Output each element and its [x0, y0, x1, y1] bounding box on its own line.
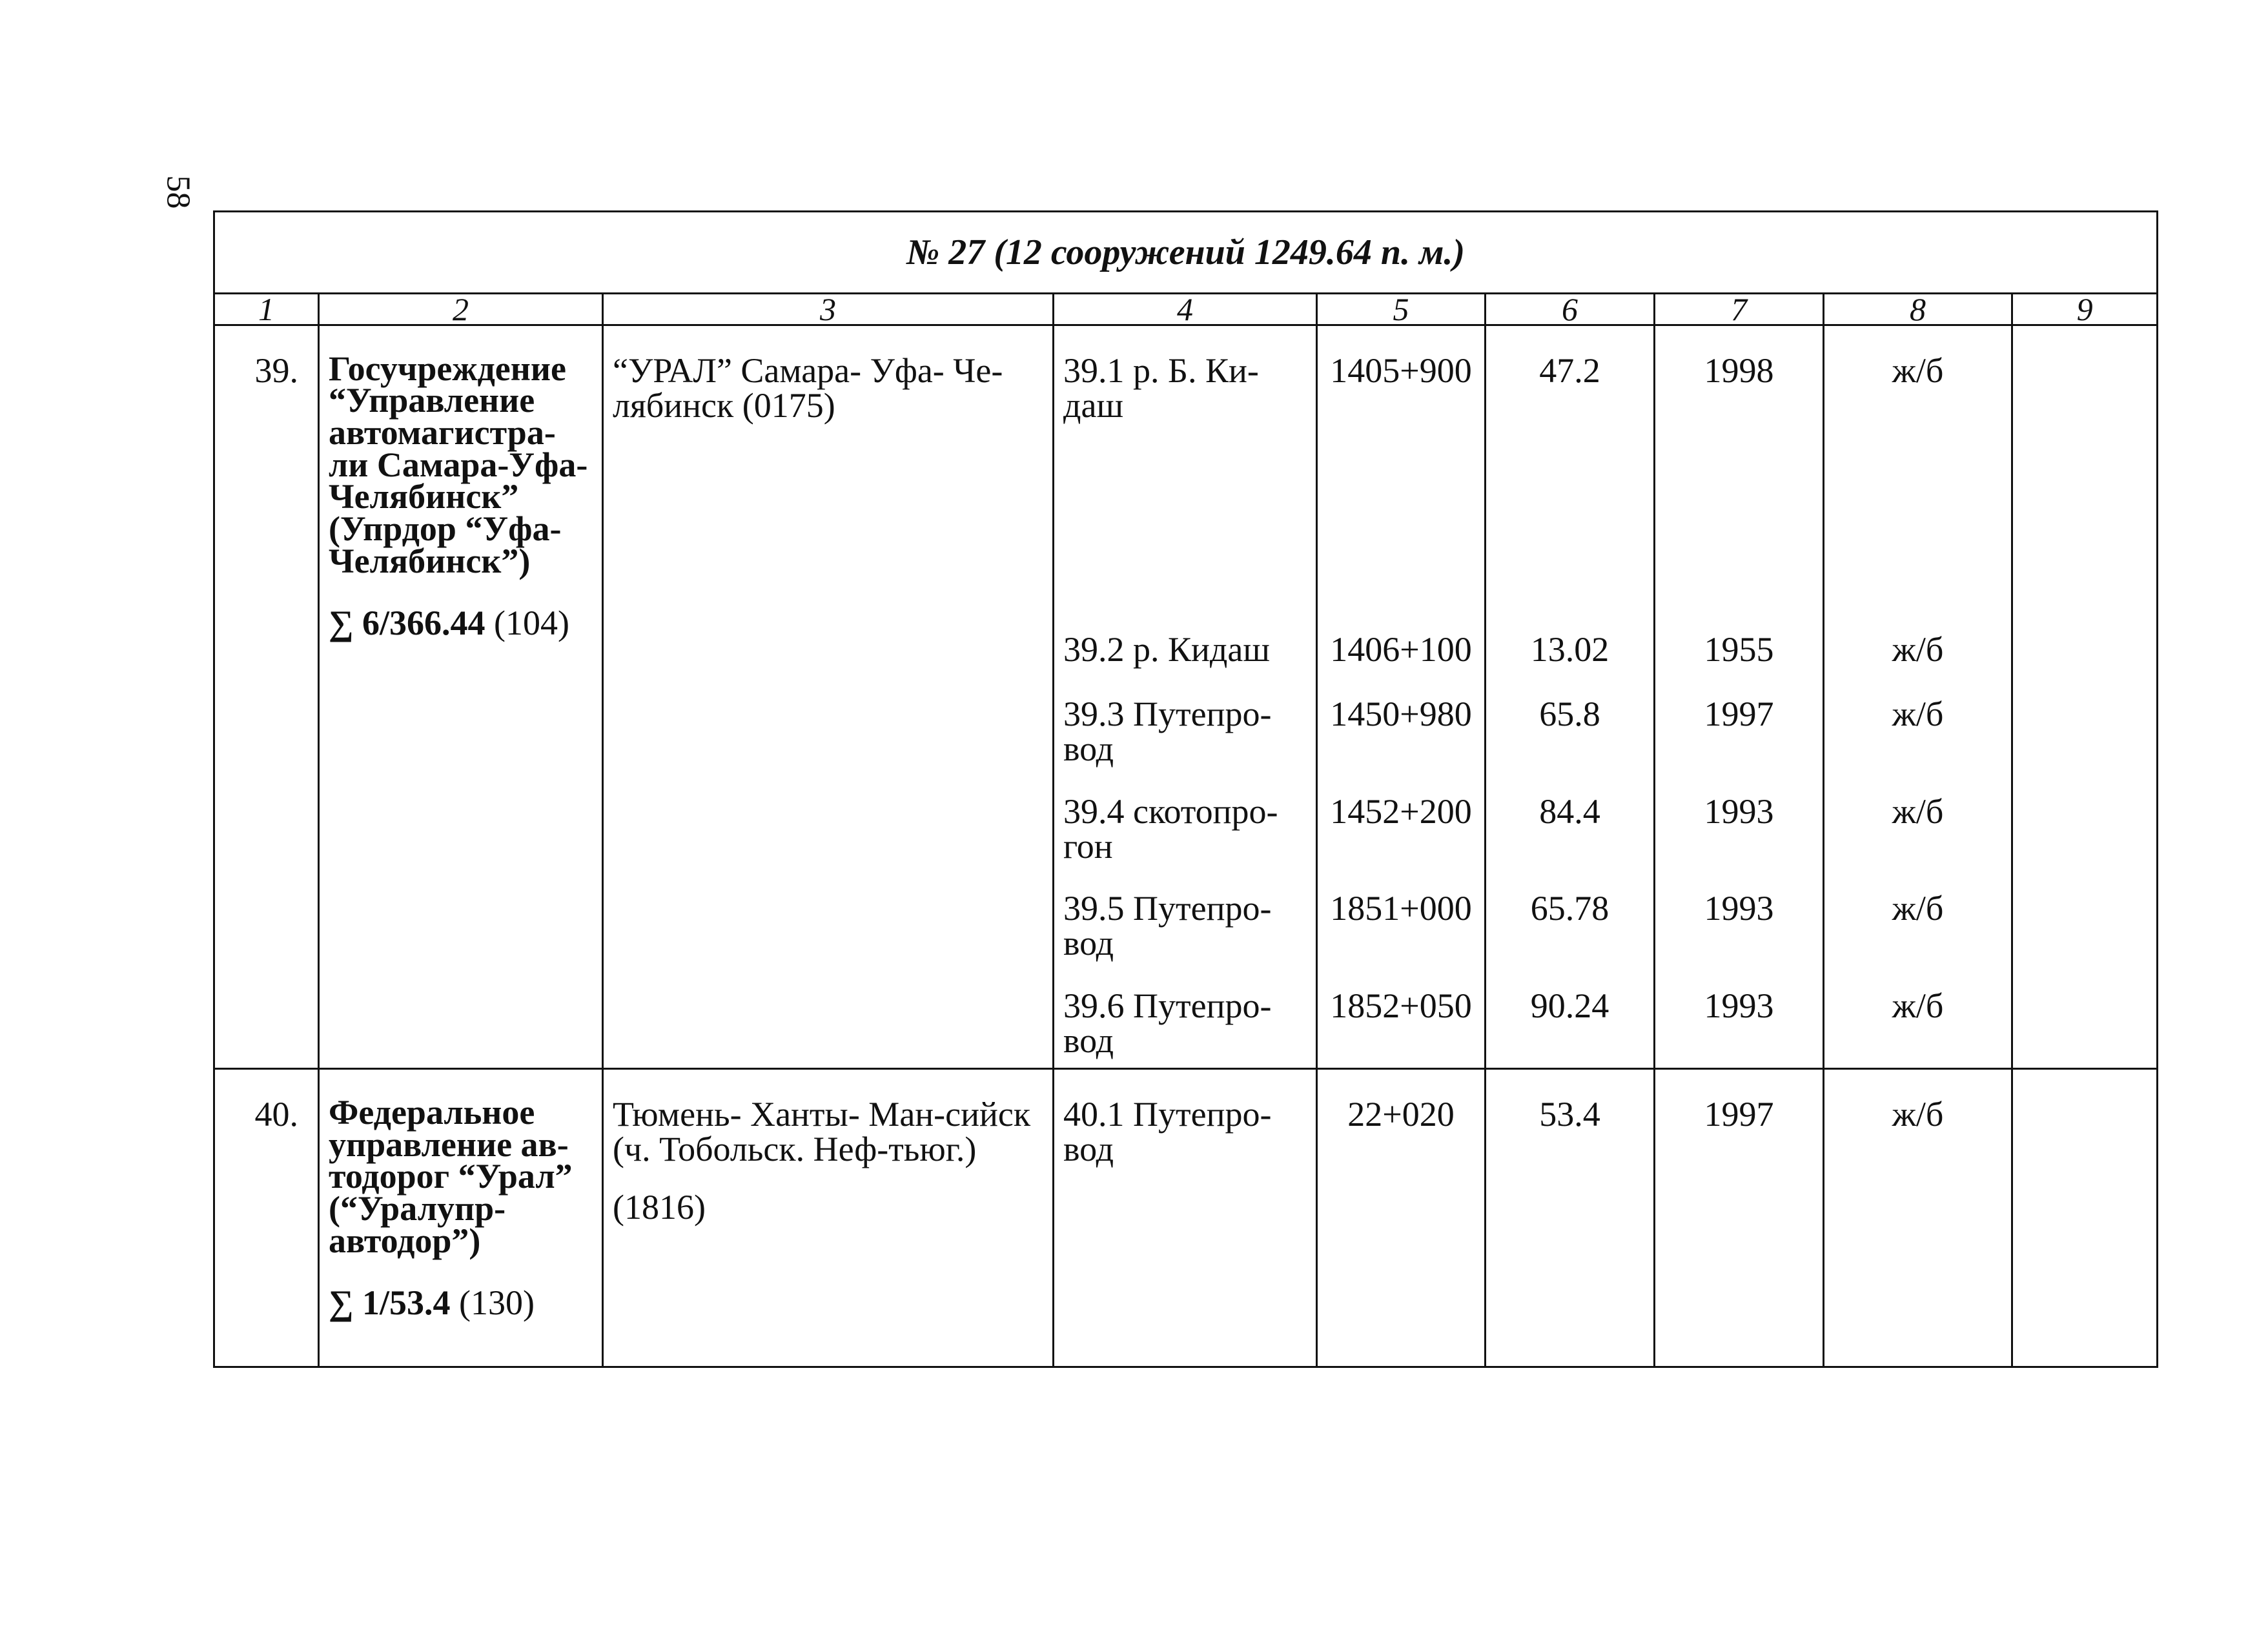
structure-length: 47.2 [1486, 325, 1655, 610]
structure-name: 39.3 Путепро-вод [1054, 675, 1317, 772]
group-number: 39. [214, 325, 319, 1068]
summary-count: (130) [450, 1283, 535, 1323]
structure-length: 53.4 [1486, 1069, 1655, 1367]
structure-year: 1955 [1655, 610, 1824, 675]
structure-length: 84.4 [1486, 772, 1655, 870]
structure-name: 39.2 р. Кидаш [1054, 610, 1317, 675]
structure-length: 65.78 [1486, 869, 1655, 966]
structure-note [2012, 772, 2158, 870]
structure-chainage: 1851+000 [1317, 869, 1486, 966]
structure-note [2012, 675, 2158, 772]
structure-material: ж/б [1824, 869, 2012, 966]
route-name: Тюмень- Ханты- Ман-сийск (ч. Тобольск. Неф-тьюг.) [613, 1095, 1031, 1169]
structure-material: ж/б [1824, 675, 2012, 772]
structure-material: ж/б [1824, 610, 2012, 675]
structure-note [2012, 966, 2158, 1069]
column-number: 7 [1655, 294, 1824, 325]
structure-material: ж/б [1824, 966, 2012, 1069]
structure-chainage: 1852+050 [1317, 966, 1486, 1069]
structure-name: 39.4 скотопро-гон [1054, 772, 1317, 870]
route-code: (1816) [613, 1188, 706, 1227]
route-cell [603, 325, 1054, 1068]
column-number: 9 [2012, 294, 2158, 325]
structure-material: ж/б [1824, 325, 2012, 610]
structure-year: 1998 [1655, 325, 1824, 610]
structure-year: 1997 [1655, 1069, 1824, 1367]
group-number: 40. [214, 1069, 319, 1367]
column-number-row [214, 294, 2158, 325]
organization-cell [319, 1069, 603, 1367]
structure-material: ж/б [1824, 1069, 2012, 1367]
table-row [214, 1069, 2158, 1367]
column-number: 3 [603, 294, 1054, 325]
structure-name: 39.6 Путепро-вод [1054, 966, 1317, 1069]
page-number: 58 [159, 175, 197, 209]
column-number: 4 [1054, 294, 1317, 325]
structure-length: 13.02 [1486, 610, 1655, 675]
summary-total: ∑ 6/366.44 [329, 604, 485, 643]
structures-table [213, 210, 2158, 1368]
table-title-row [214, 212, 2158, 294]
structure-note [2012, 610, 2158, 675]
column-number: 2 [319, 294, 603, 325]
group-summary [329, 1283, 593, 1323]
column-number: 5 [1317, 294, 1486, 325]
route-name: “УРАЛ” Самара- Уфа- Че-лябинск (0175) [613, 351, 1003, 425]
structure-name: 39.1 р. Б. Ки-даш [1054, 325, 1317, 610]
structure-year: 1993 [1655, 869, 1824, 966]
summary-total: ∑ 1/53.4 [329, 1283, 451, 1323]
column-number: 6 [1486, 294, 1655, 325]
structure-name: 40.1 Путепро-вод [1054, 1069, 1317, 1367]
organization-cell [319, 325, 603, 1068]
structure-chainage: 1452+200 [1317, 772, 1486, 870]
route-cell [603, 1069, 1054, 1367]
column-number: 8 [1824, 294, 2012, 325]
organization-name: Госучреждение “Управление автомагистра-ли Самара-Уфа-Челябинск” (Упрдор “Уфа-Челябинск”) [329, 349, 588, 580]
column-number: 1 [214, 294, 319, 325]
organization-name: Федеральное управление ав-тодорог “Урал” (“Уралупр-автодор”) [329, 1093, 573, 1260]
structure-chainage: 1405+900 [1317, 325, 1486, 610]
structure-year: 1993 [1655, 772, 1824, 870]
structure-year: 1997 [1655, 675, 1824, 772]
structure-name: 39.5 Путепро-вод [1054, 869, 1317, 966]
structure-note [2012, 325, 2158, 610]
structure-note [2012, 869, 2158, 966]
structure-year: 1993 [1655, 966, 1824, 1069]
structure-length: 65.8 [1486, 675, 1655, 772]
structure-chainage: 22+020 [1317, 1069, 1486, 1367]
table-row [214, 325, 2158, 610]
group-summary [329, 604, 593, 643]
structure-length: 90.24 [1486, 966, 1655, 1069]
structure-note [2012, 1069, 2158, 1367]
structure-material: ж/б [1824, 772, 2012, 870]
summary-count: (104) [485, 604, 569, 643]
structure-chainage: 1450+980 [1317, 675, 1486, 772]
structure-chainage: 1406+100 [1317, 610, 1486, 675]
table-title: № 27 (12 сооружений 1249.64 п. м.) [214, 212, 2158, 294]
